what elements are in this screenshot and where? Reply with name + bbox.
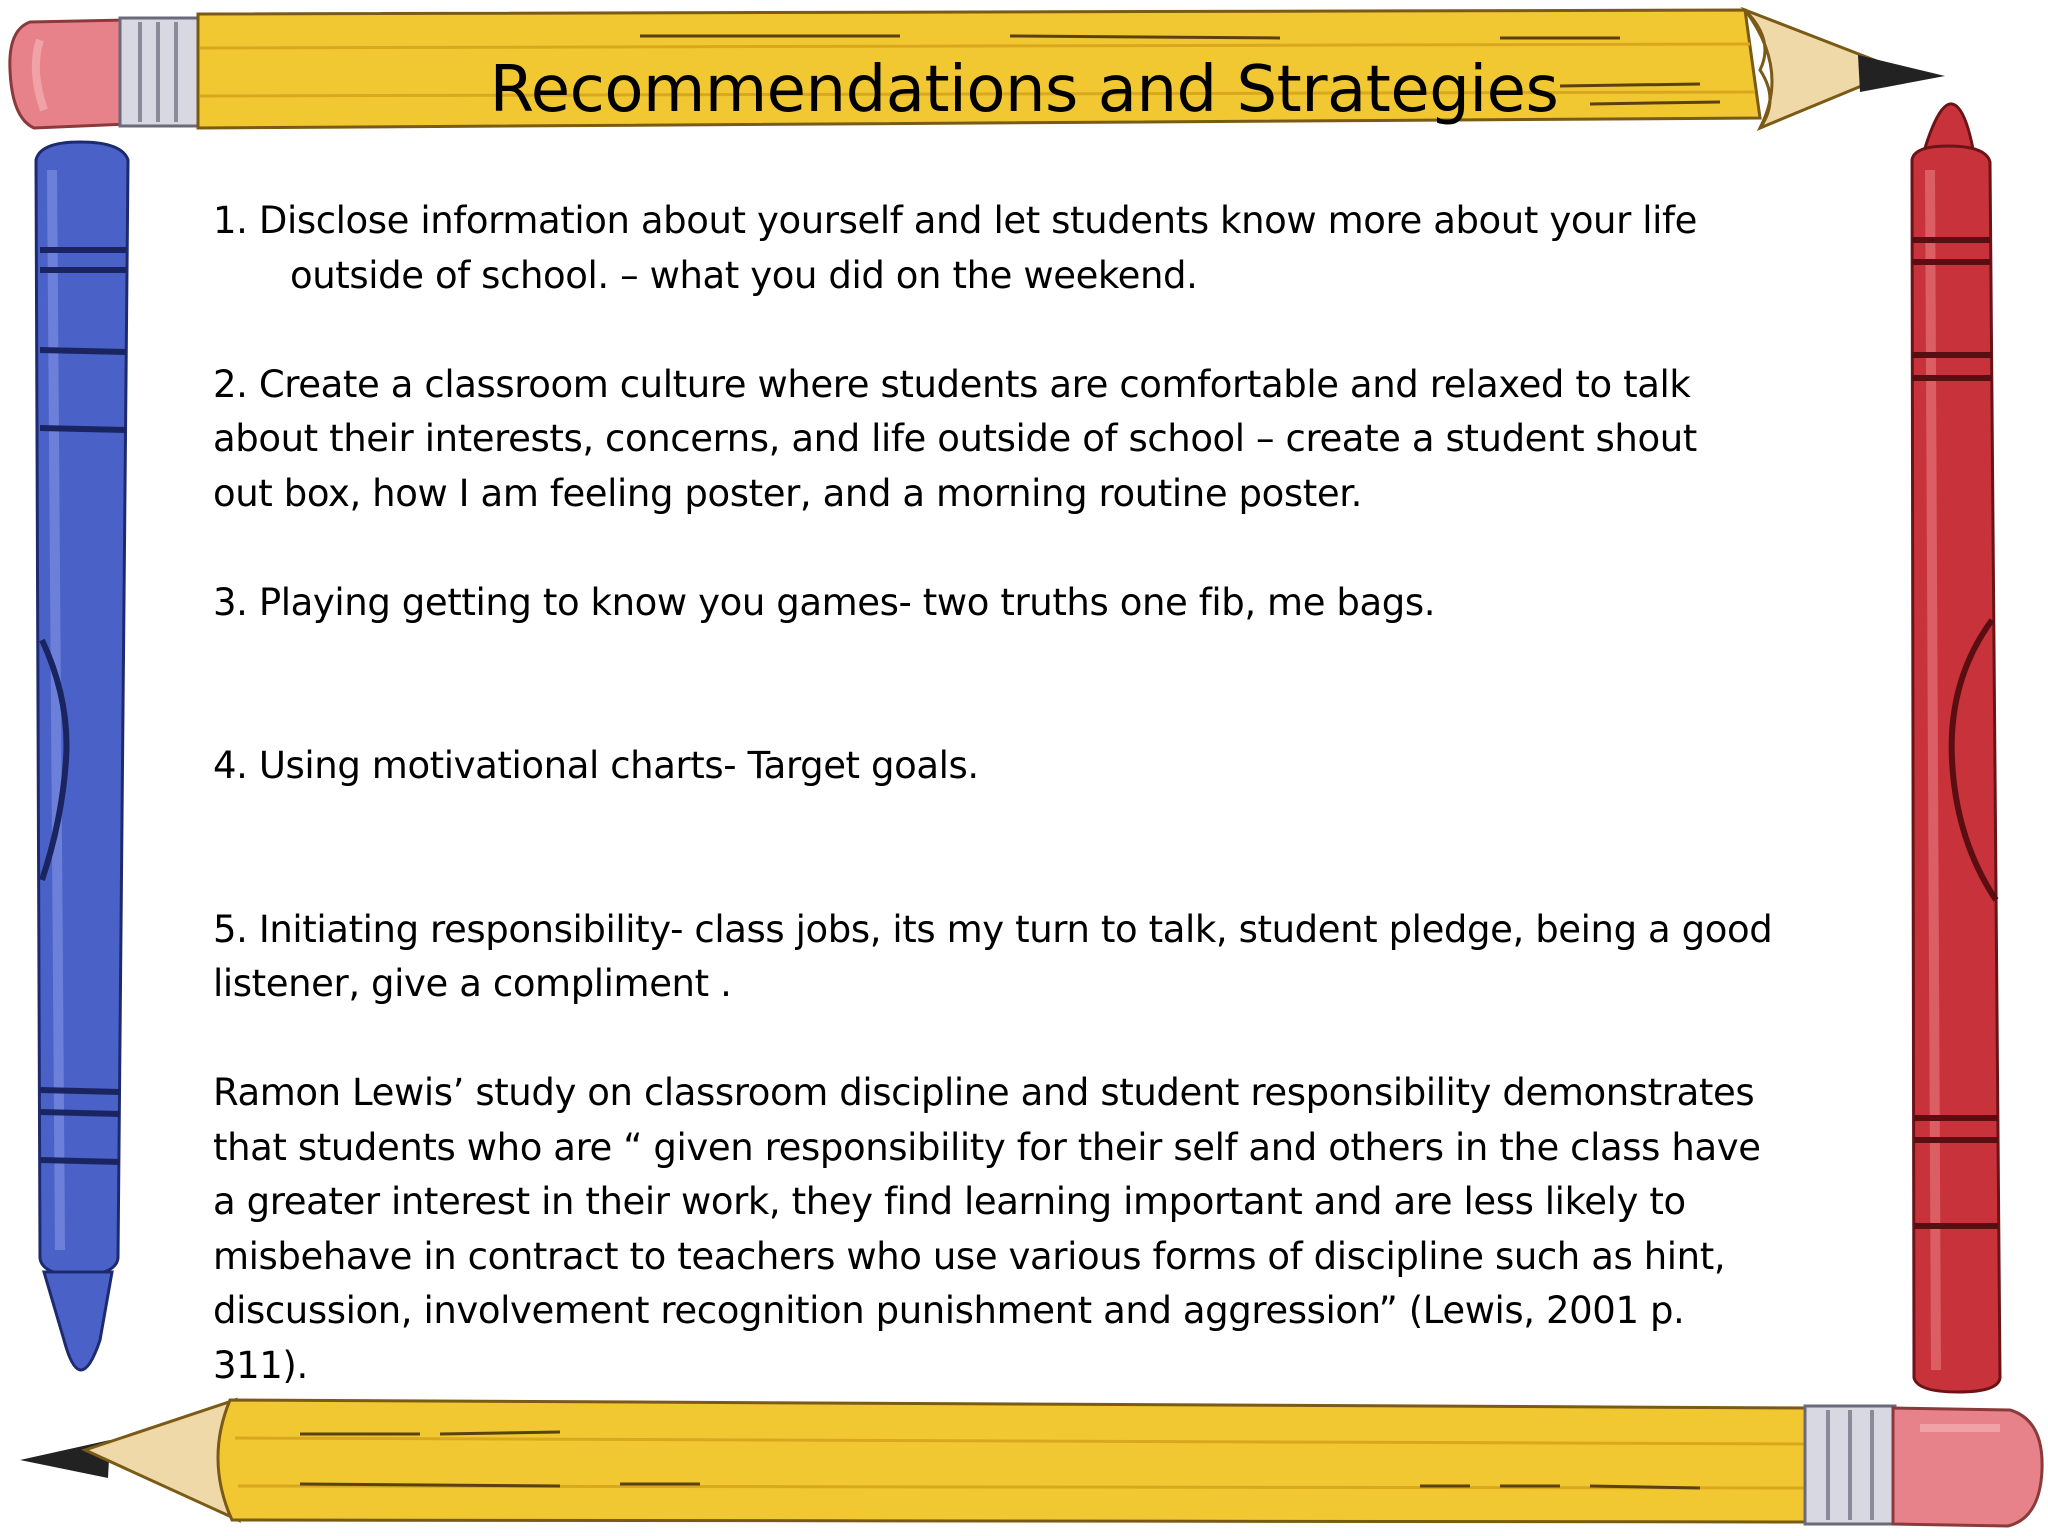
blue-crayon-icon bbox=[36, 142, 128, 1370]
list-item: 1. Disclose information about yourself and let students know more about your life outside of school. – what you did on the weekend. bbox=[213, 199, 1698, 297]
quote-paragraph: Ramon Lewis’ study on classroom discipline and student responsibility demonstrates that students who are “ given responsibility for their self and others in the class have a greater interest in their work, they find learning important and are less likely to misbehave in contract to teachers who use various forms of discipline such as hint, discussion, involvement recognition punishment and aggression” (Lewis, 2001 p. 311). bbox=[213, 1071, 1761, 1387]
list-item: 5. Initiating responsibility- class jobs, its my turn to talk, student pledge, being a good listener, give a compliment . bbox=[213, 907, 1773, 1005]
bottom-pencil-icon bbox=[20, 1400, 2042, 1526]
spacer bbox=[213, 630, 1813, 739]
list-item: 3. Playing getting to know you games- two truths one fib, me bags. bbox=[213, 580, 1436, 624]
list-item: 4. Using motivational charts- Target goals. bbox=[213, 744, 979, 787]
slide-title: Recommendations and Strategies bbox=[489, 53, 1559, 127]
slide-body bbox=[213, 194, 1813, 1393]
spacer bbox=[213, 1012, 1813, 1067]
list-item: 2. Create a classroom culture where students are comfortable and relaxed to talk about their interests, concerns, and life outside of school – create a student shout out box, how I am feeling poster, and a morning routine poster. bbox=[213, 362, 1697, 515]
spacer bbox=[213, 521, 1813, 576]
spacer bbox=[213, 794, 1813, 903]
red-crayon-icon bbox=[1912, 104, 2000, 1392]
spacer bbox=[213, 303, 1813, 358]
